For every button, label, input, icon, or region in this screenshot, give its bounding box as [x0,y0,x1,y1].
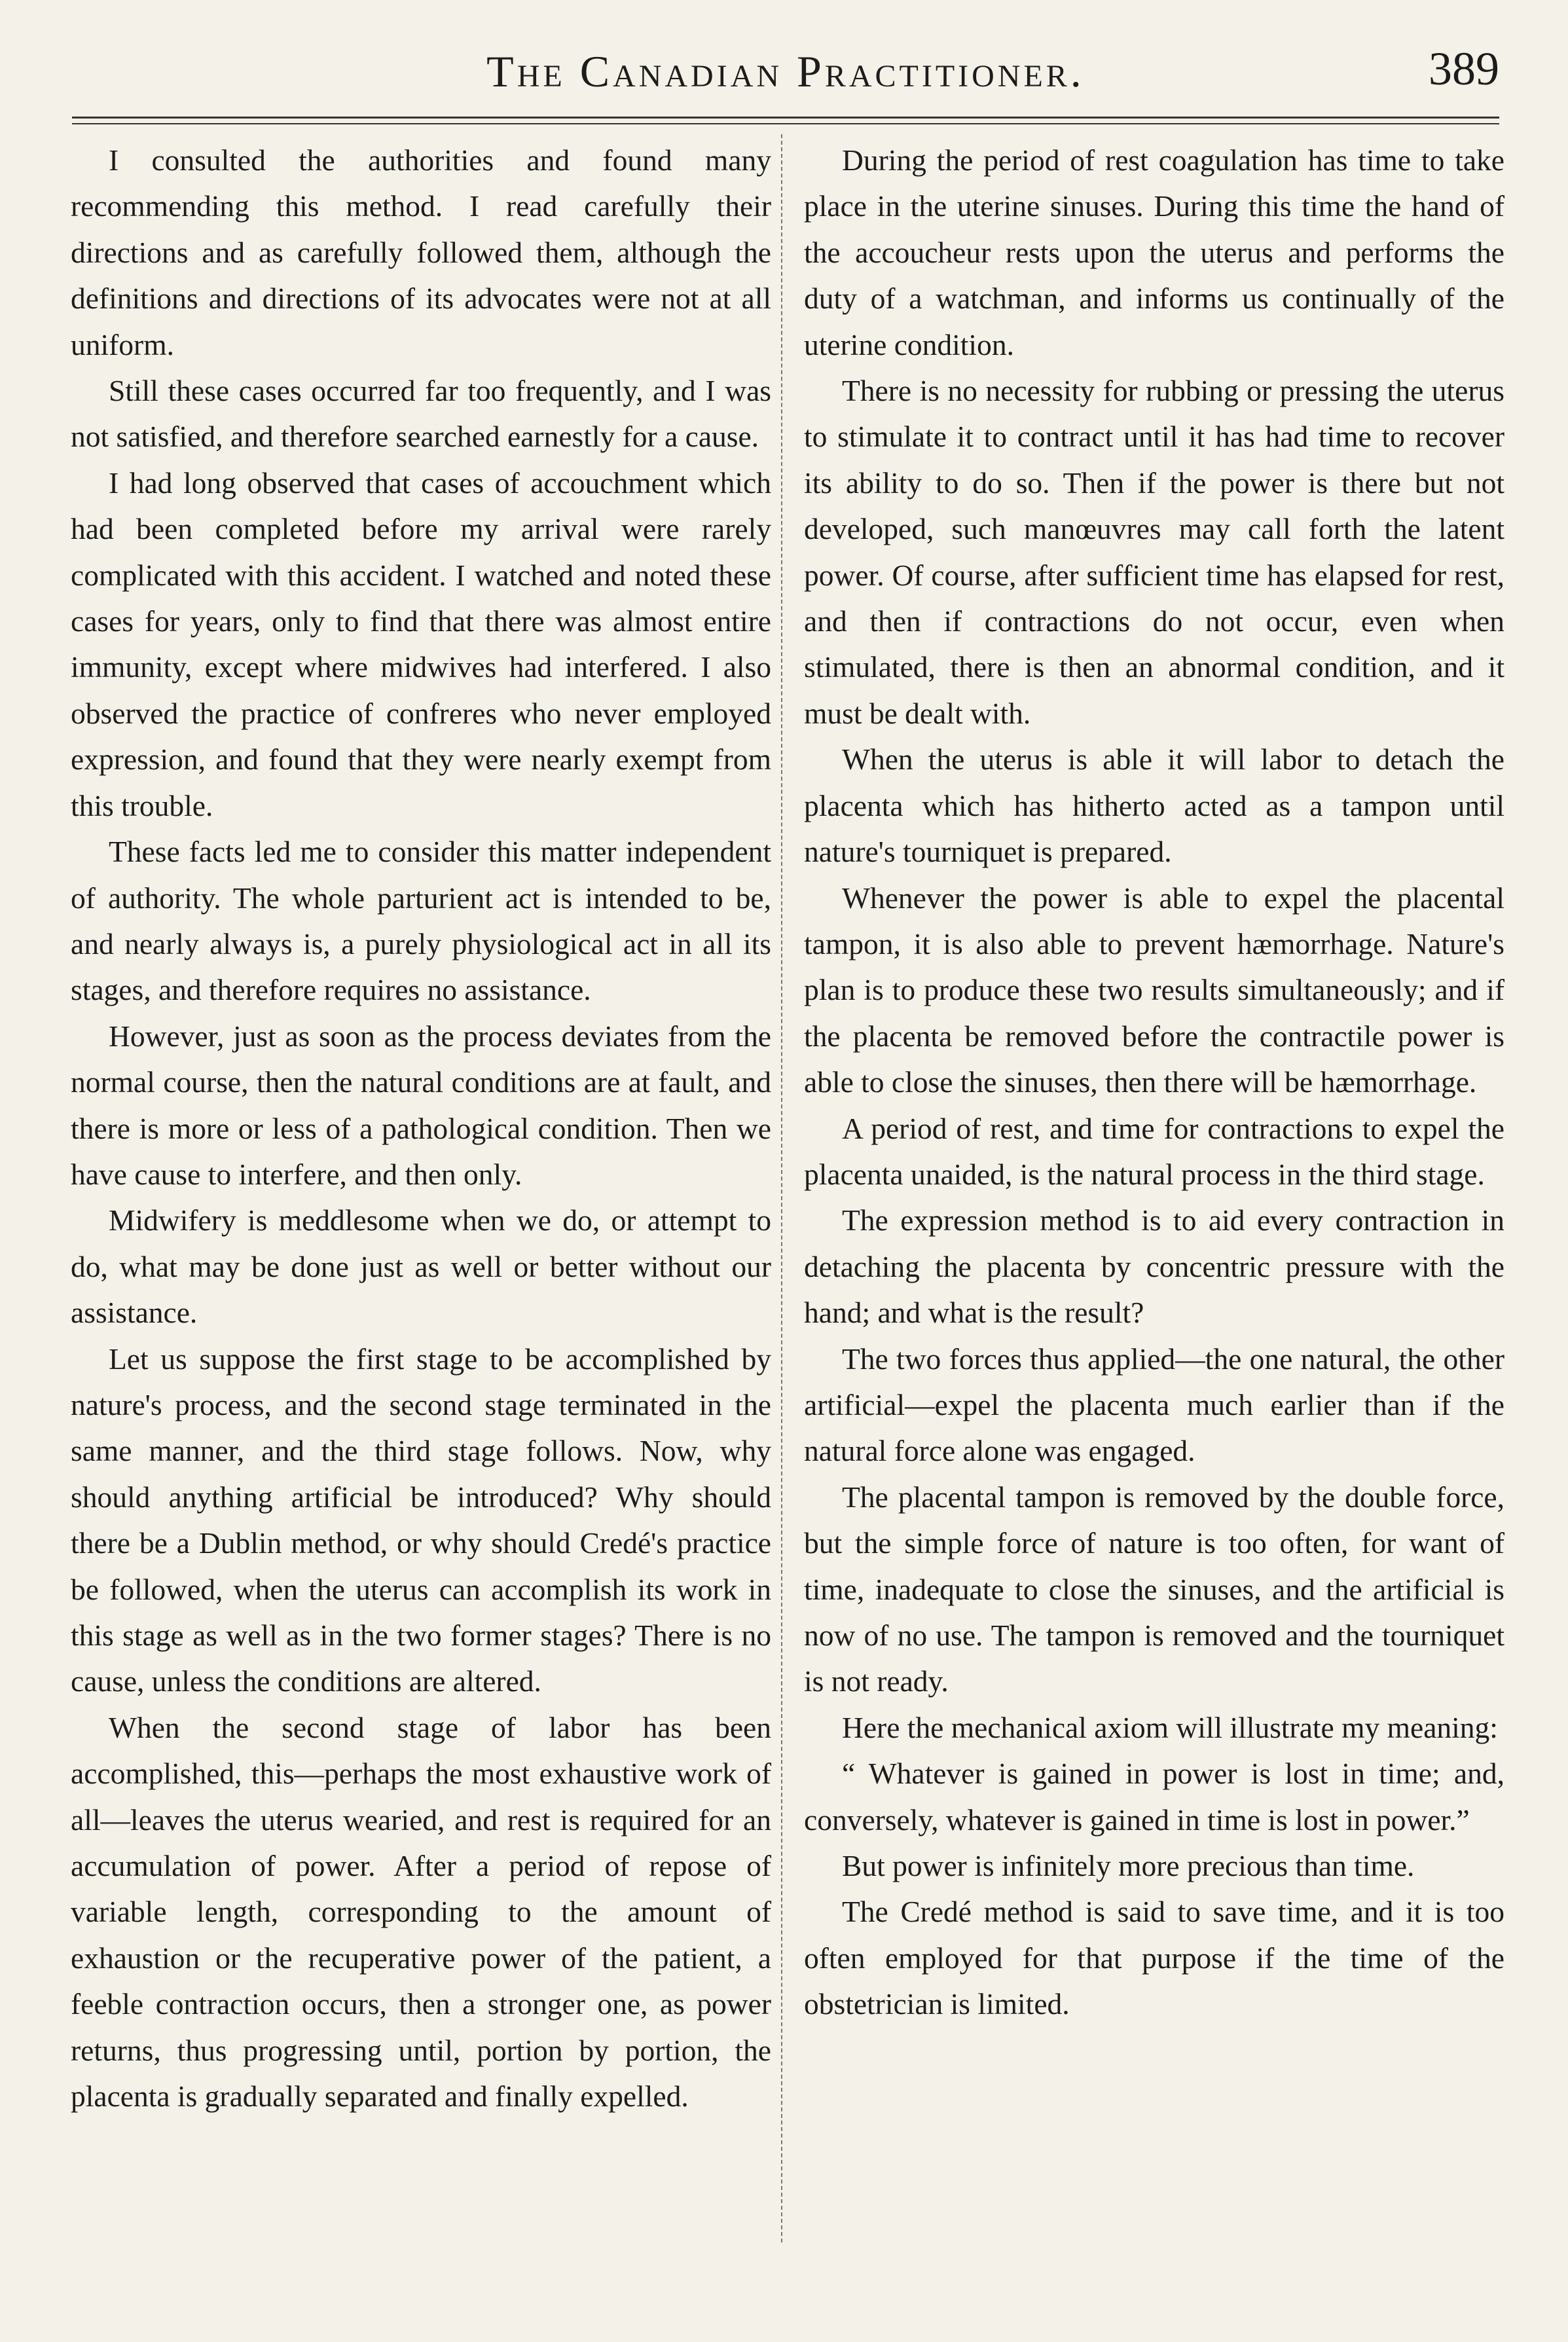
right-column [804,137,1504,2028]
left-column [71,137,771,2119]
header-rule [72,117,1499,119]
paragraph: Here the mechanical axiom will illustrate my meaning: [842,1710,1498,1744]
paragraph: When the second stage of labor has been accomplished, this—perhaps the most exhaustive work of all—leaves the uterus wearied, and rest is required for an accumulation of power. After a period of repose of variable length, corresponding to the amount of exhaustion or the recuperative power of the patient, a feeble contraction occurs, then a stronger one, as power returns, thus progressing until, portion by portion, the placenta is gradually separated and finally expelled. [71,1710,771,2113]
paragraph: During the period of rest coagulation has time to take place in the uterine sinuses. During this time the hand of the accoucheur rests upon the uterus and performs the duty of a watchman, and informs us continually of the uterine condition. [804,143,1504,361]
paragraph: Midwifery is meddlesome when we do, or attempt to do, what may be done just as well or better without our assistance. [71,1203,771,1330]
paragraph: But power is infinitely more precious than time. [842,1849,1415,1883]
paragraph: However, just as soon as the process deviates from the normal course, then the natural conditions are at fault, and there is more or less of a pathological condition. Then we have cause to interfere, and then only. [71,1019,771,1191]
paragraph: These facts led me to consider this matter independent of authority. The whole parturient act is intended to be, and nearly always is, a purely physiological act in all its stages, and therefore requires no assistance. [71,835,771,1007]
column-divider [781,134,782,2242]
paragraph: There is no necessity for rubbing or pressing the uterus to stimulate it to contract until it has had time to recover its ability to do so. Then if the power is there but not developed, such manœuvres may call forth the latent power. Of course, after sufficient time has elapsed for rest, and then if contractions do not occur, even when stimulated, there is then an abnormal condition, and it must be dealt with. [804,374,1504,730]
paragraph: The two forces thus applied—the one natural, the other artificial—expel the placenta much earlier than if the natural force alone was engaged. [804,1342,1504,1468]
paragraph: A period of rest, and time for contractions to expel the placenta unaided, is the natural process in the third stage. [804,1111,1504,1191]
page-number: 389 [1429,43,1499,95]
running-title: The Canadian Practitioner. [486,46,1085,96]
paragraph: Let us suppose the first stage to be accomplished by nature's process, and the second stage terminated in the same manner, and the third stage follows. Now, why should anything artificial be introduced? Why should there be a Dublin method, or why should Credé's practice be followed, when the uterus can accomplish its work in this stage as well as in the two former stages? There is no cause, unless the conditions are altered. [71,1342,771,1698]
page-header [72,26,1499,118]
paragraph: Whenever the power is able to expel the placental tampon, it is also able to prevent hæmorrhage. Nature's plan is to produce these two results simultaneously; and if the placenta be removed before the contractile power is able to close the sinuses, then there will be hæmorrhage. [804,881,1504,1099]
paragraph: The Credé method is said to save time, and it is too often employed for that purpose if the time of the obstetrician is limited. [804,1895,1504,2021]
paragraph: Still these cases occurred far too frequently, and I was not satisfied, and therefore searched earnestly for a cause. [71,374,771,454]
paragraph: “ Whatever is gained in power is lost in time; and, conversely, whatever is gained in time is lost in power.” [804,1757,1504,1837]
paragraph: I had long observed that cases of accouchment which had been completed before my arrival were rarely complicated with this accident. I watched and noted these cases for years, only to find that there was almost entire immunity, except where midwives had interfered. I also observed the practice of confreres who never employed expression, and found that they were nearly exempt from this trouble. [71,466,771,822]
paragraph: The placental tampon is removed by the double force, but the simple force of nature is too often, for want of time, inadequate to close the sinuses, and the artificial is now of no use. The tampon is removed and the tourniquet is not ready. [804,1480,1504,1698]
paragraph: I consulted the authorities and found many recommending this method. I read carefully their directions and as carefully followed them, although the definitions and directions of its advocates were not at all uniform. [71,143,771,361]
paragraph: When the uterus is able it will labor to detach the placenta which has hitherto acted as a tampon until nature's tourniquet is prepared. [804,742,1504,869]
paragraph: The expression method is to aid every contraction in detaching the placenta by concentric pressure with the hand; and what is the result? [804,1203,1504,1330]
header-rule-thin [72,123,1499,124]
